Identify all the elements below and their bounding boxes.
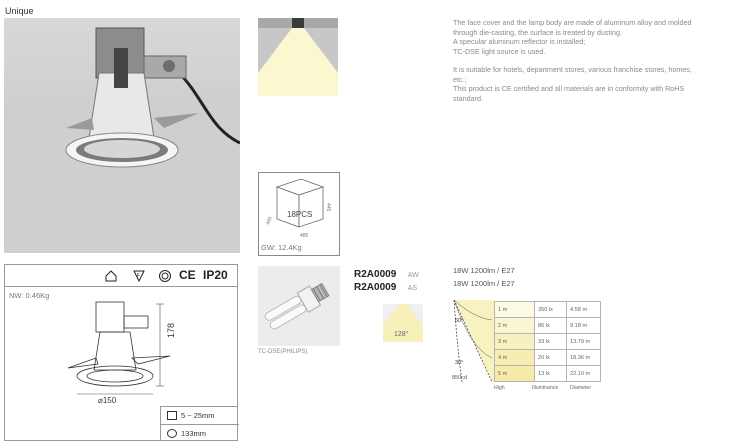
table-row — [495, 366, 601, 382]
series-title: Unique — [5, 6, 34, 16]
diameter-cell: 4.58 m — [567, 302, 601, 318]
diameter-cell: 18.36 m — [567, 350, 601, 366]
net-weight: NW: 0.46Kg — [9, 291, 50, 300]
carton-box-icon — [259, 173, 339, 243]
carton-height: 445 — [325, 203, 331, 212]
flammable-surface-icon — [132, 269, 146, 283]
fixture-line-drawing — [60, 298, 190, 408]
product-photo — [4, 18, 240, 253]
model-suffix: AW — [407, 272, 419, 279]
gross-weight: GW: 12.4Kg — [261, 243, 302, 252]
footer-diameter: Diameter — [570, 385, 592, 391]
diameter-value: 150 — [102, 396, 117, 405]
photometric-table — [494, 301, 601, 382]
diameter-cell: 9.18 m — [567, 318, 601, 334]
lux-cell: 13 lx — [535, 366, 567, 382]
model-code: R2A0009 — [354, 269, 397, 280]
desc-line: A specular aluminum reflector is installed; — [453, 37, 586, 46]
diameter-dimension — [98, 396, 116, 405]
candela-value: 850cd — [452, 375, 467, 381]
desc-line: through die-casting, the surface is treated by dusting. — [453, 27, 623, 37]
install-dimensions — [160, 406, 238, 441]
distance-cell: 2 m — [495, 318, 535, 334]
desc-line: This product is CE certified and all materials are in conformity with RoHS — [453, 84, 685, 93]
desc-line: The face cover and the lamp body are made of aluminum alloy and molded — [453, 18, 692, 27]
svg-text:F: F — [137, 273, 141, 279]
table-row — [495, 350, 601, 366]
desc-line: It is suitable for hotels, department stores, various franchise stores, homes, — [453, 65, 692, 74]
footer-high: High — [494, 385, 505, 391]
angle-label-60: 60° — [455, 318, 464, 324]
distance-cell: 5 m — [495, 366, 535, 382]
lux-cell: 20 lx — [535, 350, 567, 366]
ceiling-thickness-icon — [167, 411, 177, 420]
lux-cell: 86 lx — [535, 318, 567, 334]
table-row — [495, 302, 601, 318]
beam-illustration — [258, 18, 338, 96]
desc-line: TC-DSE light source is used. — [453, 46, 546, 56]
cutout-icon — [167, 429, 177, 438]
cert-icon-row — [104, 268, 239, 284]
angle-label-30: 30° — [455, 360, 464, 366]
cutout-size: 133mm — [181, 429, 207, 438]
carton-pcs: 18PCS — [287, 210, 313, 219]
indoor-house-icon — [104, 269, 118, 283]
distance-cell: 4 m — [495, 350, 535, 366]
diameter-cell: 13.79 m — [567, 334, 601, 350]
height-dimension: 178 — [166, 322, 176, 338]
diameter-cell: 22.10 m — [567, 366, 601, 382]
model-spec: 18W 1200lm / E27 — [453, 279, 515, 288]
cfl-lamp-illustration — [258, 266, 340, 346]
lux-cell: 350 lx — [535, 302, 567, 318]
table-row — [495, 334, 601, 350]
desc-line: standard. — [453, 93, 483, 103]
model-code: R2A0009 — [354, 282, 397, 293]
carton-depth: 485 — [265, 215, 274, 226]
distance-cell: 1 m — [495, 302, 535, 318]
ce-mark: CE — [179, 268, 196, 282]
class-ii-icon — [158, 269, 172, 283]
lamp-photo — [258, 266, 340, 346]
lamp-caption: TC-DSE(PHILIPS) — [258, 349, 308, 355]
diameter-symbol: ⌀ — [98, 396, 103, 405]
downlight-photo-illustration — [4, 18, 240, 253]
model-row — [354, 277, 417, 295]
model-spec: 18W 1200lm / E27 — [453, 266, 515, 275]
beam-angle: 128° — [394, 331, 409, 338]
photometric-cone — [452, 298, 494, 384]
ceiling-thickness: 5 ~ 25mm — [181, 411, 215, 420]
distance-cell: 3 m — [495, 334, 535, 350]
lux-cell: 33 lx — [535, 334, 567, 350]
drawing-divider — [4, 286, 238, 287]
model-suffix: AS — [407, 285, 418, 292]
ip-rating: IP20 — [203, 268, 228, 282]
product-description — [453, 18, 745, 103]
carton-width: 485 — [300, 233, 309, 239]
desc-line: etc.; — [453, 74, 467, 84]
table-row — [495, 318, 601, 334]
beam-angle-box — [383, 304, 423, 342]
footer-illuminance: Illuminance — [532, 385, 559, 391]
